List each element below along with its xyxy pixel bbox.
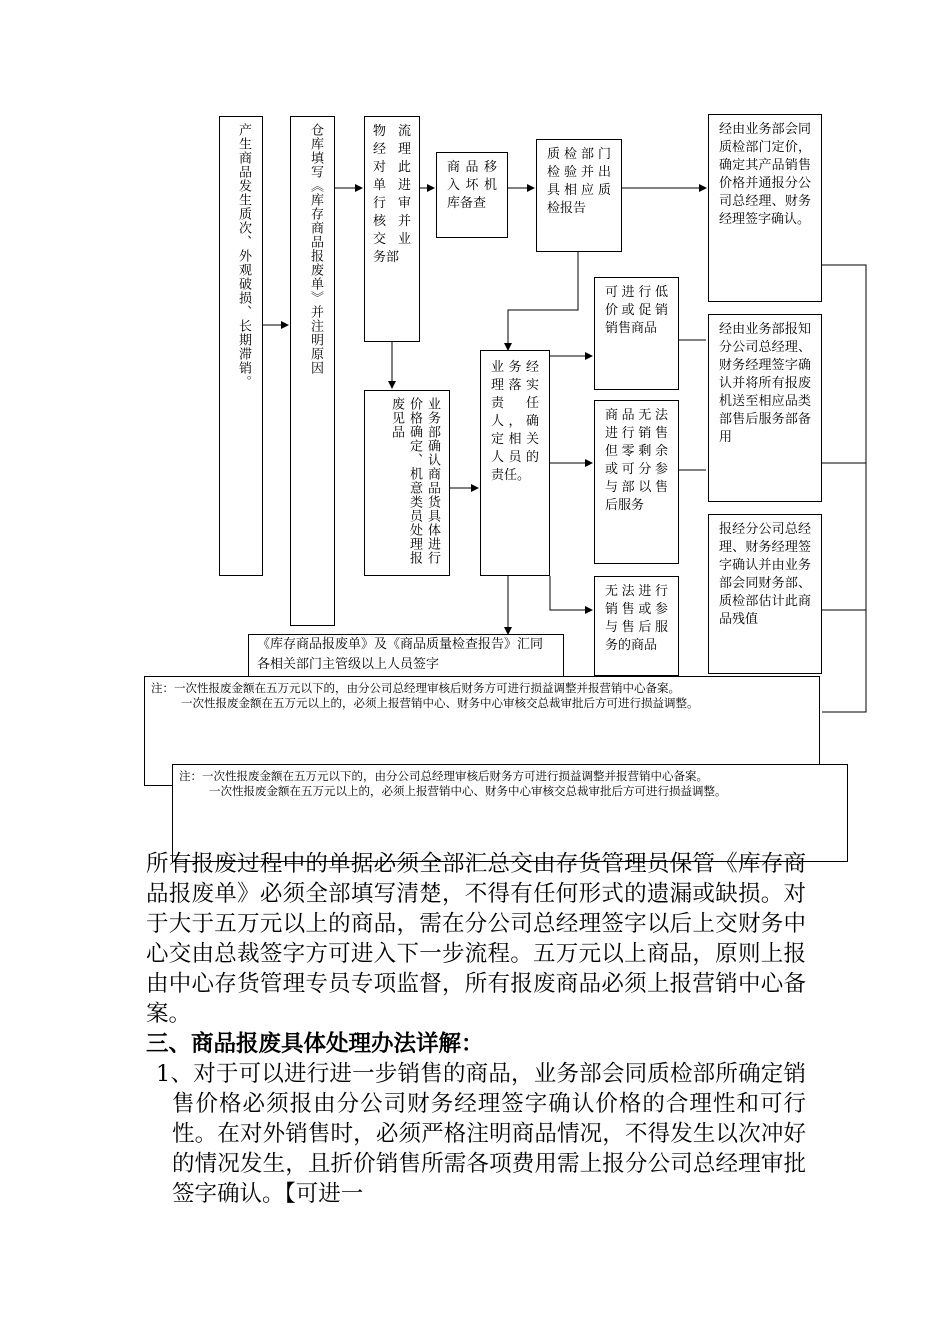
flow-box-logistics-review: 物流经理对此单进行审核并交业务部 <box>364 116 420 342</box>
flow-box-aftersale-parts: 商品无法进行销售但零剩余或可分参与部以售后服务 <box>594 400 679 564</box>
flow-box-report-spares: 经由业务部报知分公司总经理、财务经理签字确认并将所有报废机送至相应品类部售后服务部备用 <box>708 314 822 502</box>
flow-box-pricing: 经由业务部会同质检部门定价，确定其产品销售价格并通报分公司总经理、财务经理签字确认。 <box>708 114 822 302</box>
flow-box-summary: 《库存商品报废单》及《商品质量检查报告》汇同各相关部门主管级以上人员签字 <box>248 634 564 684</box>
flow-box-discount-sale: 可进行低价或促销销售商品 <box>594 277 679 390</box>
flow-box-quality-report: 质检部门检验并出具相应质检报告 <box>536 139 622 252</box>
note-2-line-1: 注：一次性报废金额在五万元以下的，由分公司总经理审核后财务方可进行损益调整并报营销中心备案。 <box>179 769 708 783</box>
flow-box-move-to-defect-storage: 商品移入坏机库备查 <box>436 152 508 238</box>
note-1-line-1: 注：一次性报废金额在五万元以下的，由分公司总经理审核后财务方可进行损益调整并报营销中心备案。 <box>151 681 680 695</box>
note-1-line-2: 一次性报废金额在五万元以上的，必须上报营销中心、财务中心审核交总裁审批后方可进行损益调整。 <box>181 696 699 710</box>
flow-box-responsibility: 业务经理落实责任人，确定相关人员的责任。 <box>480 350 550 576</box>
flow-box-warehouse-form: 仓库填写《库存商品报废单》并注明原因 <box>290 116 335 626</box>
note-box-2 <box>172 764 848 862</box>
flow-box-defect: 产生商品发生质次、外观破损、长期滞销。 <box>219 116 263 576</box>
flow-box-unsellable: 无法进行销售或参与售后服务的商品 <box>594 576 679 676</box>
body-text <box>146 849 806 1209</box>
note-2-line-2: 一次性报废金额在五万元以上的，必须上报营销中心、财务中心审核交总裁审批后方可进行损益调整。 <box>209 784 727 798</box>
flow-box-residual-value: 报经分公司总经理、财务经理签字确认并由业务部会同财务部、质检部估计此商品残值 <box>708 514 822 674</box>
body-paragraph-1: 所有报废过程中的单据必须全部汇总交由存货管理员保管《库存商品报废单》必须全部填写清楚，不得有任何形式的遗漏或缺损。对于大于五万元以上的商品，需在分公司总经理签字以后上交财务中心交由总裁签字方可进入下一步流程。五万元以上商品，原则上报由中心存货管理专员专项监督，所有报废商品必须上报营销中心备案。 <box>146 851 806 1027</box>
section-heading: 三、商品报废具体处理办法详解： <box>146 1031 484 1057</box>
flow-box-business-confirm: 业务部确认商品货具体进行价格确定、机意类员处理报废见品 <box>364 390 450 576</box>
list-item-1: 1、对于可以进行进一步销售的商品，业务部会同质检部所确定销售价格必须报由分公司财务经理签字确认价格的合理性和可行性。在对外销售时，必须严格注明商品情况，不得发生以次冲好的情况发生，且折价销售所需各项费用需上报分公司总经理审批签字确认。【可进一 <box>156 1061 806 1207</box>
